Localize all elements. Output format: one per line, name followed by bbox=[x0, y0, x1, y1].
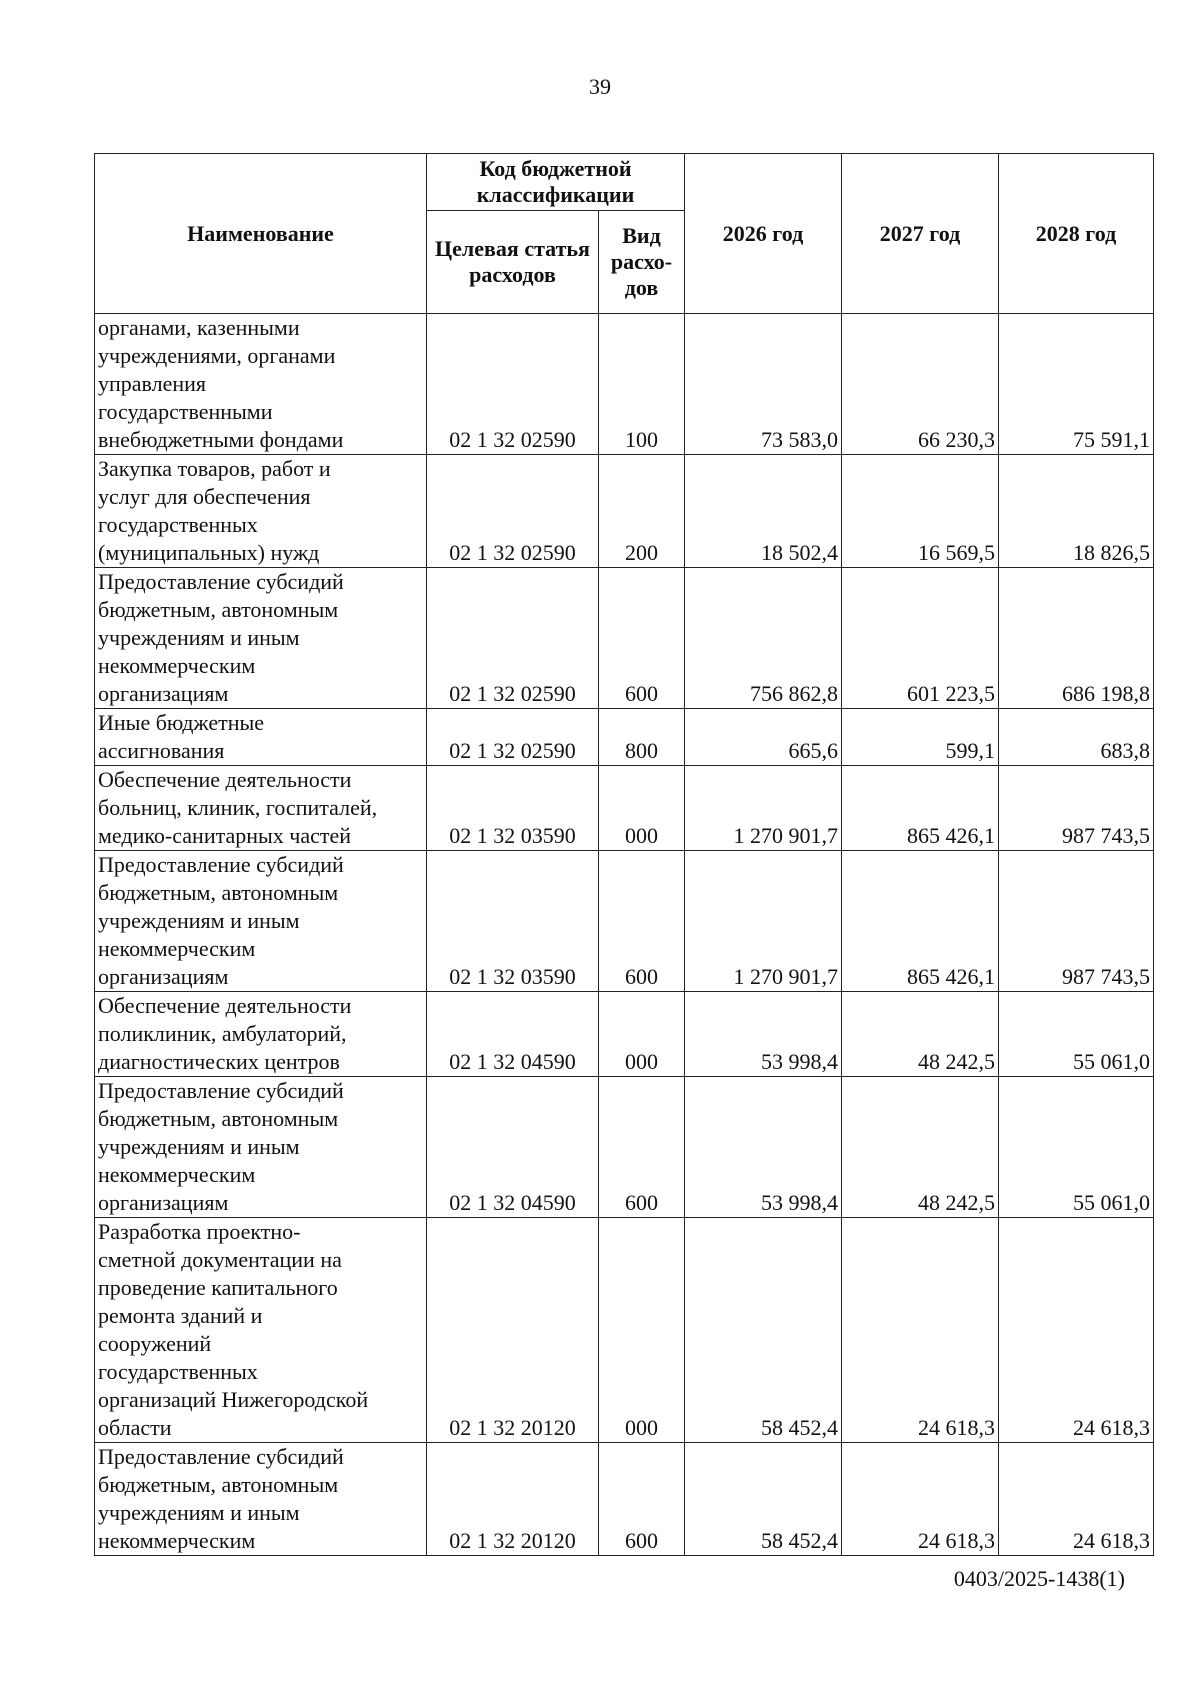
row-target-article: 02 1 32 02590 bbox=[427, 568, 599, 709]
row-value-2027: 24 618,3 bbox=[842, 1218, 999, 1443]
row-value-2027: 24 618,3 bbox=[842, 1443, 999, 1556]
row-expense-type: 100 bbox=[599, 314, 685, 455]
table-row bbox=[95, 851, 1154, 992]
row-name: Предоставление субсидий бюджетным, автономным учреждениям и иным некоммерческим организациям bbox=[95, 568, 427, 709]
header-budget-code-group: Код бюджетной классификации bbox=[427, 154, 685, 211]
row-value-2028: 55 061,0 bbox=[999, 992, 1154, 1077]
row-value-2026: 53 998,4 bbox=[685, 1077, 842, 1218]
row-target-article: 02 1 32 04590 bbox=[427, 1077, 599, 1218]
table-row bbox=[95, 1077, 1154, 1218]
header-2028: 2028 год bbox=[999, 154, 1154, 314]
table-row bbox=[95, 455, 1154, 568]
row-value-2026: 73 583,0 bbox=[685, 314, 842, 455]
row-value-2027: 16 569,5 bbox=[842, 455, 999, 568]
row-value-2027: 601 223,5 bbox=[842, 568, 999, 709]
budget-table bbox=[94, 153, 1154, 1556]
row-value-2027: 599,1 bbox=[842, 709, 999, 766]
row-name: Предоставление субсидий бюджетным, автономным учреждениям и иным некоммерческим организациям bbox=[95, 1077, 427, 1218]
table-body bbox=[95, 314, 1154, 1556]
row-target-article: 02 1 32 02590 bbox=[427, 314, 599, 455]
row-value-2028: 24 618,3 bbox=[999, 1218, 1154, 1443]
row-name: Предоставление субсидий бюджетным, автономным учреждениям и иным некоммерческим организациям bbox=[95, 851, 427, 992]
row-target-article: 02 1 32 04590 bbox=[427, 992, 599, 1077]
row-expense-type: 200 bbox=[599, 455, 685, 568]
row-value-2028: 75 591,1 bbox=[999, 314, 1154, 455]
row-name: Закупка товаров, работ и услуг для обеспечения государственных (муниципальных) нужд bbox=[95, 455, 427, 568]
header-expense-type: Вид расхо-дов bbox=[599, 211, 685, 314]
table-row bbox=[95, 1443, 1154, 1556]
row-value-2026: 665,6 bbox=[685, 709, 842, 766]
row-value-2026: 18 502,4 bbox=[685, 455, 842, 568]
row-expense-type: 600 bbox=[599, 1443, 685, 1556]
row-name: органами, казенными учреждениями, органами управления государственными внебюджетными фондами bbox=[95, 314, 427, 455]
row-expense-type: 000 bbox=[599, 1218, 685, 1443]
row-expense-type: 000 bbox=[599, 992, 685, 1077]
row-expense-type: 800 bbox=[599, 709, 685, 766]
row-value-2026: 756 862,8 bbox=[685, 568, 842, 709]
row-name: Иные бюджетные ассигнования bbox=[95, 709, 427, 766]
row-name: Предоставление субсидий бюджетным, автономным учреждениям и иным некоммерческим bbox=[95, 1443, 427, 1556]
row-value-2026: 58 452,4 bbox=[685, 1218, 842, 1443]
row-value-2028: 55 061,0 bbox=[999, 1077, 1154, 1218]
table-row bbox=[95, 568, 1154, 709]
row-target-article: 02 1 32 20120 bbox=[427, 1218, 599, 1443]
row-value-2026: 58 452,4 bbox=[685, 1443, 842, 1556]
page-number: 39 bbox=[589, 74, 611, 99]
table-row bbox=[95, 992, 1154, 1077]
row-target-article: 02 1 32 03590 bbox=[427, 766, 599, 851]
row-value-2027: 48 242,5 bbox=[842, 992, 999, 1077]
row-value-2027: 66 230,3 bbox=[842, 314, 999, 455]
row-value-2026: 1 270 901,7 bbox=[685, 766, 842, 851]
row-target-article: 02 1 32 02590 bbox=[427, 709, 599, 766]
table-row bbox=[95, 1218, 1154, 1443]
header-2027: 2027 год bbox=[842, 154, 999, 314]
row-expense-type: 600 bbox=[599, 1077, 685, 1218]
row-value-2028: 987 743,5 bbox=[999, 766, 1154, 851]
row-value-2027: 48 242,5 bbox=[842, 1077, 999, 1218]
row-value-2028: 18 826,5 bbox=[999, 455, 1154, 568]
row-value-2028: 987 743,5 bbox=[999, 851, 1154, 992]
row-value-2026: 53 998,4 bbox=[685, 992, 842, 1077]
row-value-2027: 865 426,1 bbox=[842, 851, 999, 992]
table-row bbox=[95, 709, 1154, 766]
document-number: 0403/2025-1438(1) bbox=[953, 1566, 1125, 1591]
header-target-article: Целевая статья расходов bbox=[427, 211, 599, 314]
header-2026: 2026 год bbox=[685, 154, 842, 314]
row-value-2028: 686 198,8 bbox=[999, 568, 1154, 709]
header-name: Наименование bbox=[95, 154, 427, 314]
row-name: Обеспечение деятельности поликлиник, амбулаторий, диагностических центров bbox=[95, 992, 427, 1077]
row-name: Разработка проектно- сметной документации на проведение капитального ремонта зданий и сооружений государственных организаций Нижегородской области bbox=[95, 1218, 427, 1443]
table-row bbox=[95, 314, 1154, 455]
table-row bbox=[95, 766, 1154, 851]
row-target-article: 02 1 32 03590 bbox=[427, 851, 599, 992]
row-value-2026: 1 270 901,7 bbox=[685, 851, 842, 992]
row-expense-type: 600 bbox=[599, 851, 685, 992]
row-name: Обеспечение деятельности больниц, клиник, госпиталей, медико-санитарных частей bbox=[95, 766, 427, 851]
row-target-article: 02 1 32 20120 bbox=[427, 1443, 599, 1556]
row-value-2028: 683,8 bbox=[999, 709, 1154, 766]
row-target-article: 02 1 32 02590 bbox=[427, 455, 599, 568]
row-value-2027: 865 426,1 bbox=[842, 766, 999, 851]
row-expense-type: 600 bbox=[599, 568, 685, 709]
row-value-2028: 24 618,3 bbox=[999, 1443, 1154, 1556]
row-expense-type: 000 bbox=[599, 766, 685, 851]
